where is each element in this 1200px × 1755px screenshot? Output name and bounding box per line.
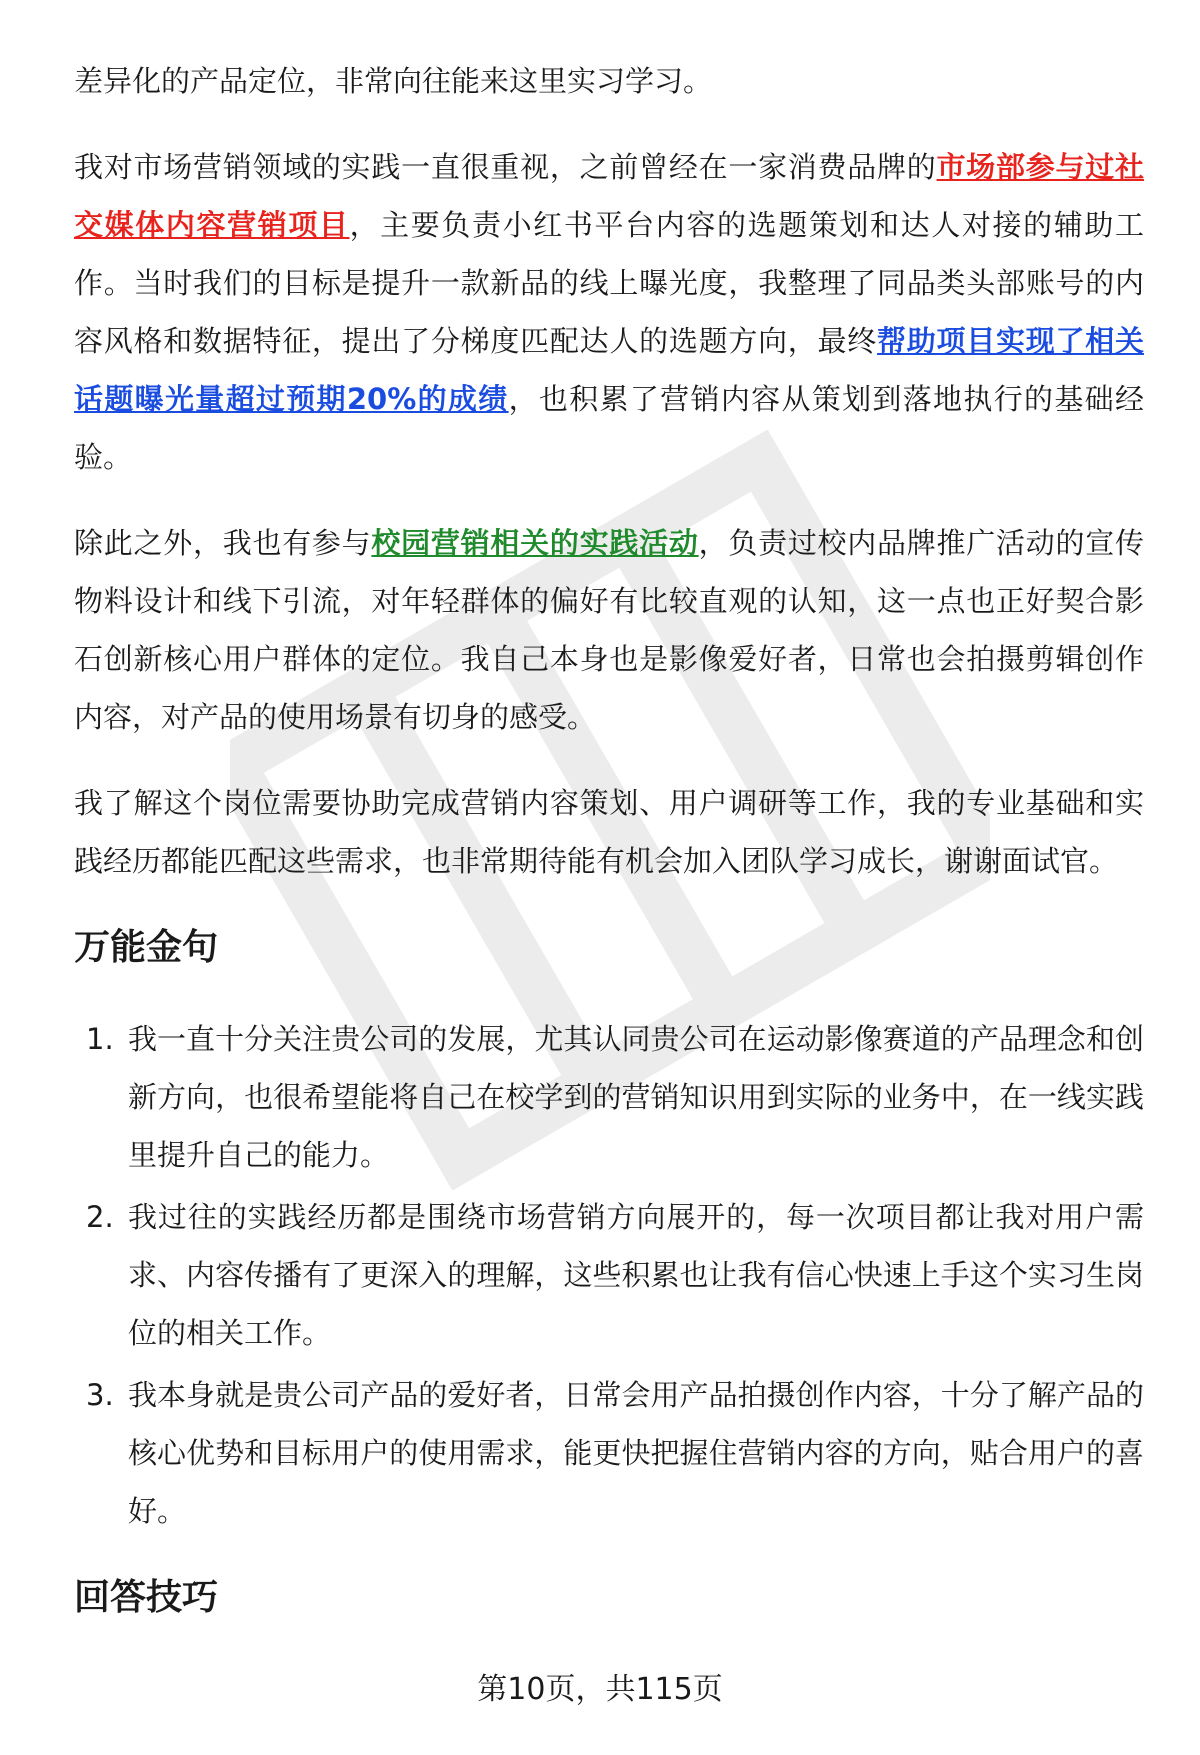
highlight-green: 校园营销相关的实践活动 (371, 526, 699, 560)
highlight-red: 市场部参与过社交媒体内容营销项目 (74, 150, 1144, 242)
list-item-number: 1. (86, 1022, 114, 1056)
list-item-text: 我本身就是贵公司产品的爱好者，日常会用产品拍摄创作内容，十分了解产品的核心优势和目标用户的使用需求，能更快把握住营销内容的方向，贴合用户的喜好。 (128, 1378, 1144, 1528)
list-item-number: 2. (86, 1200, 114, 1234)
section-heading-answer-tips: 回答技巧 (74, 1577, 219, 1618)
paragraph-2 (74, 514, 1144, 746)
paragraph-text: 除此之外，我也有参与 (74, 526, 372, 560)
paragraph-text: 我了解这个岗位需要协助完成营销内容策划、用户调研等工作，我的专业基础和实践经历都能匹配这些需求，也非常期待能有机会加入团队学习成长，谢谢面试官。 (74, 786, 1144, 878)
highlight-blue: 帮助项目实现了相关话题曝光量超过预期20%的成绩 (74, 324, 1144, 416)
page-number: 第10页，共115页 (477, 1672, 723, 1707)
paragraph-3 (74, 774, 1144, 890)
list-item (74, 1010, 1144, 1184)
paragraph-text: ，负责过校内品牌推广活动的宣传物料设计和线下引流，对年轻群体的偏好有比较直观的认知，这一点也正好契合影石创新核心用户群体的定位。我自己本身也是影像爱好者，日常也会拍摄剪辑创作内容，对产品的使用场景有切身的感受。 (74, 526, 1144, 734)
paragraph-text: 差异化的产品定位，非常向往能来这里实习学习。 (74, 64, 713, 98)
document-page (74, 52, 1144, 1660)
paragraph-text: 我对市场营销领域的实践一直很重视，之前曾经在一家消费品牌的 (74, 150, 937, 184)
universal-phrases-list (74, 1010, 1144, 1540)
list-item-number: 3. (86, 1378, 114, 1412)
list-item (74, 1188, 1144, 1362)
paragraph-1 (74, 138, 1144, 486)
section-heading-universal-phrases: 万能金句 (74, 927, 219, 968)
paragraph-0 (74, 52, 1144, 110)
list-item (74, 1366, 1144, 1540)
paragraph-text: ，主要负责小红书平台内容的选题策划和达人对接的辅助工作。当时我们的目标是提升一款新品的线上曝光度，我整理了同品类头部账号的内容风格和数据特征，提出了分梯度匹配达人的选题方向，最终 (74, 208, 1144, 358)
list-item-text: 我过往的实践经历都是围绕市场营销方向展开的，每一次项目都让我对用户需求、内容传播有了更深入的理解，这些积累也让我有信心快速上手这个实习生岗位的相关工作。 (128, 1200, 1144, 1350)
list-item-text: 我一直十分关注贵公司的发展，尤其认同贵公司在运动影像赛道的产品理念和创新方向，也很希望能将自己在校学到的营销知识用到实际的业务中，在一线实践里提升自己的能力。 (128, 1022, 1144, 1172)
paragraph-text: ，也积累了营销内容从策划到落地执行的基础经验。 (74, 382, 1144, 474)
